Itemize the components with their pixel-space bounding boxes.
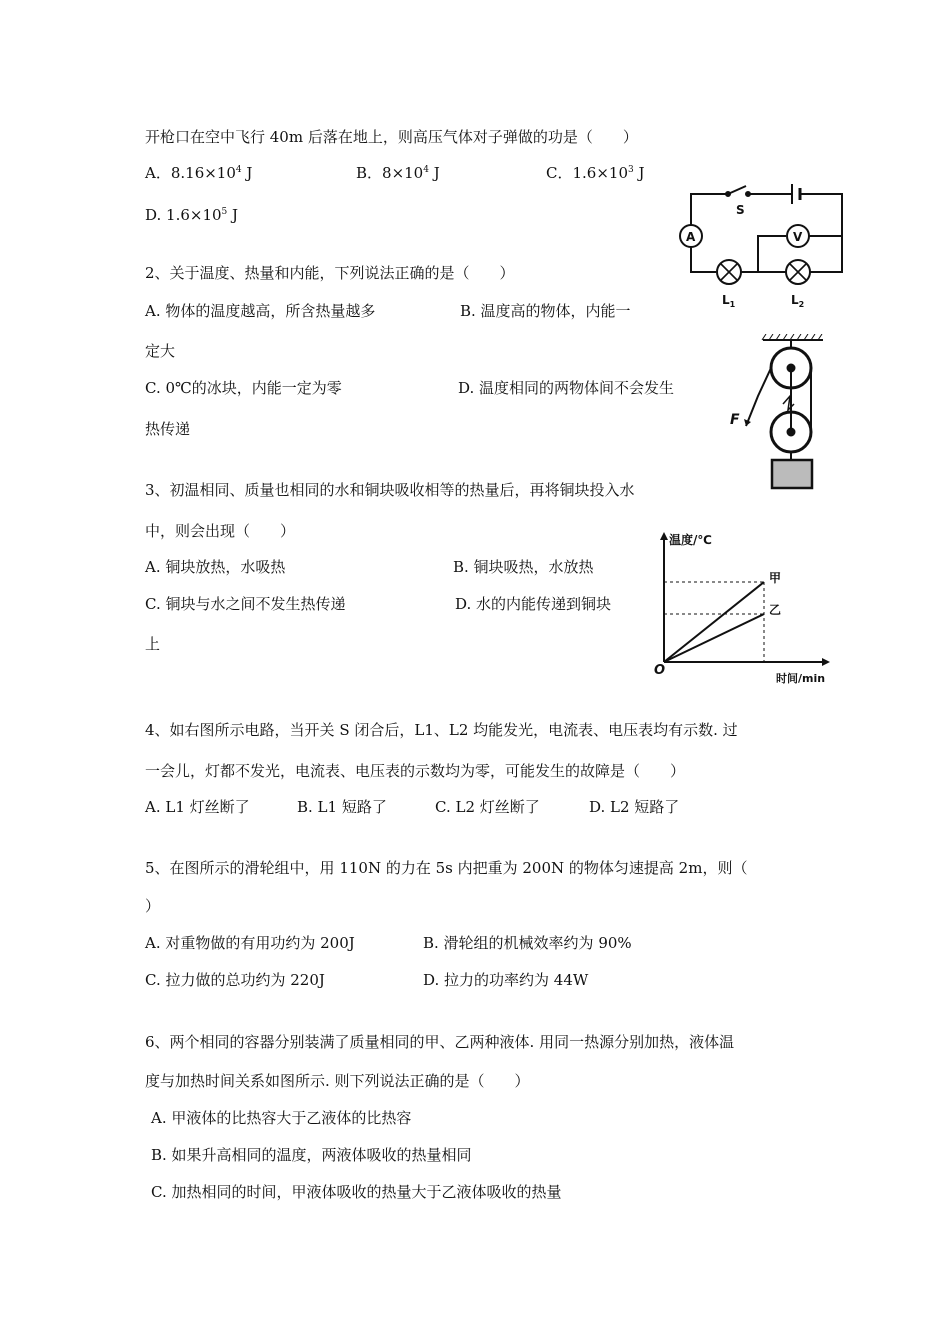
q3-option-c: C. 铜块与水之间不发生热传递 xyxy=(145,595,346,613)
q6-option-a: A. 甲液体的比热容大于乙液体的比热容 xyxy=(151,1109,412,1127)
graph-origin-label: O xyxy=(654,663,666,678)
intro-option-d-exponent: 5 xyxy=(221,207,228,217)
q4-option-b: B. L1 短路了 xyxy=(297,798,387,816)
q2-option-a: A. 物体的温度越高，所含热量越多 xyxy=(145,302,376,320)
q4-option-d: D. L2 短路了 xyxy=(589,798,680,816)
intro-option-c-unit: J xyxy=(633,164,645,182)
q2-option-b: B. 温度高的物体，内能一 xyxy=(460,302,631,320)
intro-option-d xyxy=(145,205,238,225)
intro-option-a-unit: J xyxy=(241,164,253,182)
temperature-time-graph xyxy=(652,530,836,684)
force-label: F xyxy=(730,412,740,428)
graph-y-label: 温度/℃ xyxy=(669,533,712,547)
intro-option-a-exponent: 4 xyxy=(235,165,242,175)
intro-option-a-text: A．8.16×10 xyxy=(145,164,236,182)
q6-stem: 6、两个相同的容器分别装满了质量相同的甲、乙两种液体. 用同一热源分别加热，液体温 xyxy=(145,1033,735,1051)
intro-line: 开枪口在空中飞行 40m 后落在地上，则高压气体对子弹做的功是（ ） xyxy=(145,128,638,146)
q4-stem: 4、如右图所示电路，当开关 S 闭合后，L1、L2 均能发光，电流表、电压表均有示数. 过 xyxy=(145,721,738,739)
q5-option-b: B. 滑轮组的机械效率约为 90% xyxy=(423,934,632,952)
q2-option-b-continued: 定大 xyxy=(145,342,176,360)
q5-stem-continued: ） xyxy=(145,897,161,915)
switch-label: S xyxy=(736,203,745,217)
q3-option-b: B. 铜块吸热，水放热 xyxy=(453,558,594,576)
q5-stem: 5、在图所示的滑轮组中，用 110N 的力在 5s 内把重为 200N 的物体匀速提高 2m，则（ xyxy=(145,859,748,877)
intro-option-b-unit: J xyxy=(428,164,440,182)
q2-option-d-continued: 热传递 xyxy=(145,420,191,438)
intro-option-c-exponent: 3 xyxy=(628,165,634,175)
pulley-diagram xyxy=(728,334,828,492)
intro-option-c xyxy=(546,163,645,183)
q6-option-c: C. 加热相同的时间，甲液体吸收的热量大于乙液体吸收的热量 xyxy=(151,1183,562,1201)
q3-stem-continued: 中，则会出现（ ） xyxy=(145,522,296,540)
lamp1-label xyxy=(722,293,736,309)
q5-option-a: A. 对重物做的有用功约为 200J xyxy=(145,934,355,952)
lamp1-letter: L xyxy=(722,293,730,307)
intro-option-b xyxy=(356,163,440,183)
q3-option-a: A. 铜块放热，水吸热 xyxy=(145,558,286,576)
q3-option-d: D. 水的内能传递到铜块 xyxy=(455,595,612,613)
q2-option-c: C. 0℃的冰块，内能一定为零 xyxy=(145,379,342,397)
q6-option-b: B. 如果升高相同的温度，两液体吸收的热量相同 xyxy=(151,1146,472,1164)
q3-option-d-continued: 上 xyxy=(145,635,161,653)
lamp1-subscript: 1 xyxy=(729,300,736,309)
intro-option-c-text: C．1.6×10 xyxy=(546,164,628,182)
lamp2-subscript: 2 xyxy=(798,300,805,309)
q4-option-c: C. L2 灯丝断了 xyxy=(435,798,540,816)
graph-x-label: 时间/min xyxy=(776,672,826,684)
q2-stem: 2、关于温度、热量和内能，下列说法正确的是（ ） xyxy=(145,264,515,282)
q5-option-d: D. 拉力的功率约为 44W xyxy=(423,971,589,989)
q4-stem-continued: 一会儿，灯都不发光，电流表、电压表的示数均为零，可能发生的故障是（ ） xyxy=(145,762,686,780)
intro-option-d-text: D. 1.6×10 xyxy=(145,206,222,224)
intro-option-d-unit: J xyxy=(227,206,239,224)
graph-line-a-label: 甲 xyxy=(769,571,782,585)
lamp2-label xyxy=(791,293,804,309)
lamp2-letter: L xyxy=(791,293,799,307)
q2-option-d: D. 温度相同的两物体间不会发生 xyxy=(458,379,675,397)
ammeter-label: A xyxy=(686,230,696,244)
q3-stem: 3、初温相同、质量也相同的水和铜块吸收相等的热量后，再将铜块投入水 xyxy=(145,481,635,499)
voltmeter-label: V xyxy=(793,230,803,244)
graph-line-b-label: 乙 xyxy=(769,603,782,617)
circuit-diagram xyxy=(676,176,848,312)
intro-option-b-exponent: 4 xyxy=(423,165,429,175)
intro-option-b-text: B．8×10 xyxy=(356,164,424,182)
q6-stem-continued: 度与加热时间关系如图所示. 则下列说法正确的是（ ） xyxy=(145,1072,530,1090)
intro-option-a xyxy=(145,163,252,183)
q5-option-c: C. 拉力做的总功约为 220J xyxy=(145,971,325,989)
q4-option-a: A. L1 灯丝断了 xyxy=(145,798,250,816)
